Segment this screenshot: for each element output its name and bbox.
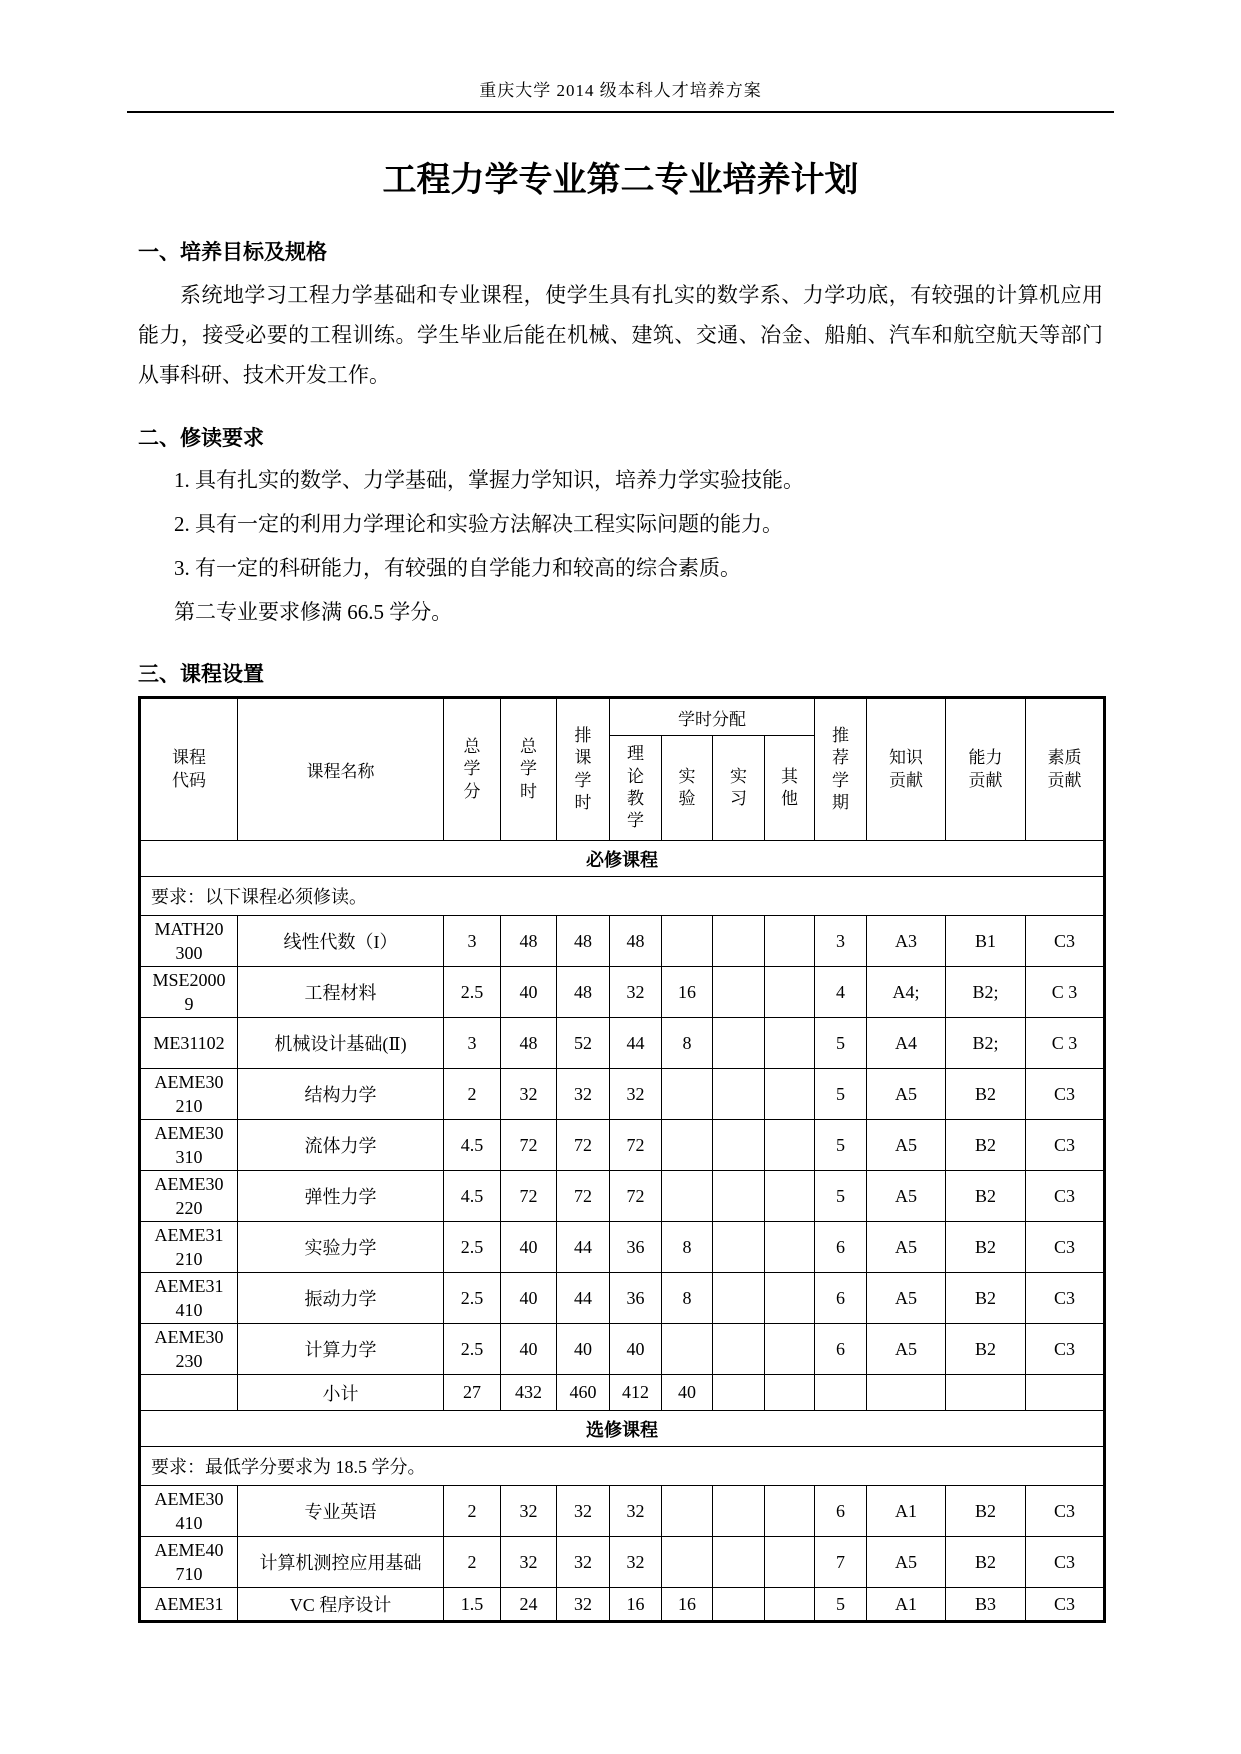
header-rule xyxy=(127,111,1114,113)
required-courses-band xyxy=(140,841,1105,877)
required-note-text: 要求：以下课程必须修读。 xyxy=(140,877,1105,916)
cell-code: AEME30210 xyxy=(140,1069,238,1120)
cell-practice xyxy=(713,916,765,967)
cell-other xyxy=(765,1375,815,1411)
elective-courses-band xyxy=(140,1411,1105,1447)
header-recommended-semester: 推荐学期 xyxy=(815,698,867,841)
cell-experiment xyxy=(662,1120,713,1171)
cell-knowledge: A4 xyxy=(867,1018,946,1069)
cell-code: AEME31410 xyxy=(140,1273,238,1324)
cell-semester: 5 xyxy=(815,1120,867,1171)
cell-practice xyxy=(713,1588,765,1622)
cell-scheduled-hours: 44 xyxy=(557,1273,610,1324)
cell-ability: B2 xyxy=(946,1120,1026,1171)
elective-band-label: 选修课程 xyxy=(140,1411,1105,1447)
course-row xyxy=(140,1537,1105,1588)
document-page xyxy=(138,0,1103,1623)
cell-name: 小计 xyxy=(238,1375,444,1411)
cell-code: ME31102 xyxy=(140,1018,238,1069)
cell-other xyxy=(765,1588,815,1622)
cell-theory: 16 xyxy=(610,1588,662,1622)
cell-total-hours: 40 xyxy=(501,967,557,1018)
cell-theory: 44 xyxy=(610,1018,662,1069)
cell-semester: 7 xyxy=(815,1537,867,1588)
cell-ability: B2 xyxy=(946,1324,1026,1375)
subtotal-row xyxy=(140,1375,1105,1411)
cell-ability: B3 xyxy=(946,1588,1026,1622)
cell-scheduled-hours: 32 xyxy=(557,1588,610,1622)
cell-other xyxy=(765,967,815,1018)
header-course-name: 课程名称 xyxy=(238,698,444,841)
cell-theory: 40 xyxy=(610,1324,662,1375)
cell-other xyxy=(765,1273,815,1324)
cell-practice xyxy=(713,1375,765,1411)
cell-quality: C 3 xyxy=(1026,1018,1105,1069)
cell-knowledge: A5 xyxy=(867,1069,946,1120)
cell-code: AEME40710 xyxy=(140,1537,238,1588)
cell-name: 振动力学 xyxy=(238,1273,444,1324)
section-1-heading: 一、培养目标及规格 xyxy=(138,241,327,264)
credit-requirement-note: 第二专业要求修满 66.5 学分。 xyxy=(174,600,453,624)
cell-theory: 72 xyxy=(610,1171,662,1222)
header-experiment: 实验 xyxy=(662,736,713,841)
cell-practice xyxy=(713,1018,765,1069)
cell-knowledge: A5 xyxy=(867,1120,946,1171)
cell-knowledge: A4; xyxy=(867,967,946,1018)
cell-semester: 6 xyxy=(815,1486,867,1537)
cell-total-hours: 32 xyxy=(501,1537,557,1588)
cell-other xyxy=(765,916,815,967)
cell-experiment: 8 xyxy=(662,1018,713,1069)
cell-knowledge: A1 xyxy=(867,1588,946,1622)
cell-theory: 72 xyxy=(610,1120,662,1171)
cell-total-hours: 48 xyxy=(501,1018,557,1069)
course-row xyxy=(140,1324,1105,1375)
cell-semester: 5 xyxy=(815,1069,867,1120)
cell-theory: 412 xyxy=(610,1375,662,1411)
cell-credits: 2 xyxy=(444,1537,501,1588)
cell-practice xyxy=(713,1171,765,1222)
cell-scheduled-hours: 460 xyxy=(557,1375,610,1411)
header-quality-contribution: 素质贡献 xyxy=(1026,698,1105,841)
cell-ability: B2 xyxy=(946,1537,1026,1588)
cell-name: 工程材料 xyxy=(238,967,444,1018)
course-row xyxy=(140,1588,1105,1622)
cell-theory: 36 xyxy=(610,1222,662,1273)
cell-name: 专业英语 xyxy=(238,1486,444,1537)
cell-code xyxy=(140,1375,238,1411)
cell-experiment xyxy=(662,916,713,967)
cell-code: AEME30220 xyxy=(140,1171,238,1222)
cell-scheduled-hours: 48 xyxy=(557,916,610,967)
cell-name: 结构力学 xyxy=(238,1069,444,1120)
cell-ability xyxy=(946,1375,1026,1411)
cell-credits: 1.5 xyxy=(444,1588,501,1622)
elective-note-text: 要求：最低学分要求为 18.5 学分。 xyxy=(140,1447,1105,1486)
cell-code: AEME30410 xyxy=(140,1486,238,1537)
cell-practice xyxy=(713,1069,765,1120)
cell-name: 弹性力学 xyxy=(238,1171,444,1222)
course-row xyxy=(140,1120,1105,1171)
cell-name: 机械设计基础(Ⅱ) xyxy=(238,1018,444,1069)
required-note-row xyxy=(140,877,1105,916)
section-1-paragraph: 系统地学习工程力学基础和专业课程，使学生具有扎实的数学系、力学功底，有较强的计算机应用能力，接受必要的工程训练。学生毕业后能在机械、建筑、交通、冶金、船舶、汽车和航空航天等部门从事科研、技术开发工作。 xyxy=(138,283,1103,387)
course-row xyxy=(140,1273,1105,1324)
cell-quality: C3 xyxy=(1026,1486,1105,1537)
cell-semester: 6 xyxy=(815,1324,867,1375)
course-row xyxy=(140,1486,1105,1537)
header-practice: 实习 xyxy=(713,736,765,841)
cell-ability: B2 xyxy=(946,1273,1026,1324)
course-row xyxy=(140,1069,1105,1120)
cell-knowledge: A5 xyxy=(867,1273,946,1324)
cell-theory: 32 xyxy=(610,1537,662,1588)
cell-total-hours: 72 xyxy=(501,1120,557,1171)
cell-experiment: 16 xyxy=(662,967,713,1018)
section-2-heading: 二、修读要求 xyxy=(138,427,264,450)
cell-credits: 2.5 xyxy=(444,1273,501,1324)
cell-semester: 6 xyxy=(815,1273,867,1324)
cell-theory: 32 xyxy=(610,967,662,1018)
cell-knowledge: A3 xyxy=(867,916,946,967)
cell-quality: C3 xyxy=(1026,916,1105,967)
cell-name: 流体力学 xyxy=(238,1120,444,1171)
cell-code: MATH20300 xyxy=(140,916,238,967)
cell-total-hours: 432 xyxy=(501,1375,557,1411)
cell-theory: 36 xyxy=(610,1273,662,1324)
course-row xyxy=(140,1171,1105,1222)
cell-other xyxy=(765,1018,815,1069)
cell-other xyxy=(765,1120,815,1171)
cell-name: 线性代数（I） xyxy=(238,916,444,967)
cell-scheduled-hours: 44 xyxy=(557,1222,610,1273)
cell-quality: C3 xyxy=(1026,1120,1105,1171)
course-row xyxy=(140,1222,1105,1273)
cell-name: 计算力学 xyxy=(238,1324,444,1375)
cell-quality: C3 xyxy=(1026,1171,1105,1222)
cell-ability: B2; xyxy=(946,1018,1026,1069)
cell-credits: 2.5 xyxy=(444,1222,501,1273)
cell-credits: 2.5 xyxy=(444,1324,501,1375)
cell-ability: B2 xyxy=(946,1069,1026,1120)
cell-name: VC 程序设计 xyxy=(238,1588,444,1622)
cell-ability: B2 xyxy=(946,1486,1026,1537)
cell-credits: 2 xyxy=(444,1486,501,1537)
cell-knowledge: A5 xyxy=(867,1324,946,1375)
cell-practice xyxy=(713,1537,765,1588)
cell-ability: B2 xyxy=(946,1171,1026,1222)
cell-knowledge: A1 xyxy=(867,1486,946,1537)
cell-total-hours: 32 xyxy=(501,1069,557,1120)
cell-scheduled-hours: 40 xyxy=(557,1324,610,1375)
header-total-credits: 总学分 xyxy=(444,698,501,841)
header-ability-contribution: 能力贡献 xyxy=(946,698,1026,841)
cell-other xyxy=(765,1486,815,1537)
running-head: 重庆大学 2014 级本科人才培养方案 xyxy=(479,81,762,100)
section-3-heading: 三、课程设置 xyxy=(138,663,264,686)
cell-total-hours: 40 xyxy=(501,1324,557,1375)
cell-knowledge: A5 xyxy=(867,1171,946,1222)
course-table xyxy=(138,696,1106,1623)
course-row xyxy=(140,916,1105,967)
cell-total-hours: 40 xyxy=(501,1222,557,1273)
cell-credits: 3 xyxy=(444,916,501,967)
cell-total-hours: 72 xyxy=(501,1171,557,1222)
cell-theory: 48 xyxy=(610,916,662,967)
cell-code: AEME30230 xyxy=(140,1324,238,1375)
cell-practice xyxy=(713,1273,765,1324)
header-hour-allocation: 学时分配 xyxy=(610,698,815,736)
cell-code: AEME30310 xyxy=(140,1120,238,1171)
header-scheduled-hours: 排课学时 xyxy=(557,698,610,841)
cell-practice xyxy=(713,967,765,1018)
cell-experiment: 8 xyxy=(662,1273,713,1324)
header-theory-teaching: 理论教学 xyxy=(610,736,662,841)
cell-scheduled-hours: 32 xyxy=(557,1486,610,1537)
requirement-item-2: 2. 具有一定的利用力学理论和实验方法解决工程实际问题的能力。 xyxy=(174,512,783,536)
cell-quality: C3 xyxy=(1026,1222,1105,1273)
cell-practice xyxy=(713,1120,765,1171)
cell-quality: C3 xyxy=(1026,1069,1105,1120)
cell-experiment: 16 xyxy=(662,1588,713,1622)
cell-credits: 2.5 xyxy=(444,967,501,1018)
cell-scheduled-hours: 48 xyxy=(557,967,610,1018)
cell-quality: C 3 xyxy=(1026,967,1105,1018)
cell-credits: 3 xyxy=(444,1018,501,1069)
cell-other xyxy=(765,1324,815,1375)
elective-note-row xyxy=(140,1447,1105,1486)
cell-experiment xyxy=(662,1537,713,1588)
cell-experiment xyxy=(662,1069,713,1120)
cell-total-hours: 24 xyxy=(501,1588,557,1622)
cell-scheduled-hours: 32 xyxy=(557,1537,610,1588)
header-knowledge-contribution: 知识贡献 xyxy=(867,698,946,841)
cell-other xyxy=(765,1069,815,1120)
cell-semester xyxy=(815,1375,867,1411)
cell-name: 计算机测控应用基础 xyxy=(238,1537,444,1588)
cell-semester: 5 xyxy=(815,1588,867,1622)
header-row-top xyxy=(140,698,1105,736)
cell-quality: C3 xyxy=(1026,1588,1105,1622)
cell-semester: 4 xyxy=(815,967,867,1018)
cell-theory: 32 xyxy=(610,1486,662,1537)
cell-name: 实验力学 xyxy=(238,1222,444,1273)
cell-semester: 5 xyxy=(815,1018,867,1069)
cell-quality: C3 xyxy=(1026,1324,1105,1375)
cell-experiment: 40 xyxy=(662,1375,713,1411)
cell-total-hours: 48 xyxy=(501,916,557,967)
requirement-item-1: 1. 具有扎实的数学、力学基础，掌握力学知识，培养力学实验技能。 xyxy=(174,468,804,492)
cell-practice xyxy=(713,1486,765,1537)
cell-ability: B2 xyxy=(946,1222,1026,1273)
cell-code: MSE20009 xyxy=(140,967,238,1018)
cell-scheduled-hours: 72 xyxy=(557,1171,610,1222)
cell-other xyxy=(765,1171,815,1222)
cell-quality: C3 xyxy=(1026,1537,1105,1588)
cell-credits: 4.5 xyxy=(444,1171,501,1222)
cell-knowledge: A5 xyxy=(867,1537,946,1588)
cell-credits: 4.5 xyxy=(444,1120,501,1171)
cell-knowledge xyxy=(867,1375,946,1411)
cell-total-hours: 32 xyxy=(501,1486,557,1537)
cell-code: AEME31 xyxy=(140,1588,238,1622)
cell-semester: 3 xyxy=(815,916,867,967)
cell-credits: 27 xyxy=(444,1375,501,1411)
cell-experiment xyxy=(662,1171,713,1222)
cell-experiment xyxy=(662,1324,713,1375)
course-row xyxy=(140,1018,1105,1069)
cell-credits: 2 xyxy=(444,1069,501,1120)
cell-semester: 5 xyxy=(815,1171,867,1222)
cell-other xyxy=(765,1222,815,1273)
cell-code: AEME31210 xyxy=(140,1222,238,1273)
cell-quality: C3 xyxy=(1026,1273,1105,1324)
required-band-label: 必修课程 xyxy=(140,841,1105,877)
header-course-code: 课程代码 xyxy=(140,698,238,841)
cell-other xyxy=(765,1537,815,1588)
cell-total-hours: 40 xyxy=(501,1273,557,1324)
cell-practice xyxy=(713,1222,765,1273)
cell-experiment xyxy=(662,1486,713,1537)
header-total-hours: 总学时 xyxy=(501,698,557,841)
cell-semester: 6 xyxy=(815,1222,867,1273)
requirement-item-3: 3. 有一定的科研能力，有较强的自学能力和较高的综合素质。 xyxy=(174,556,741,580)
cell-quality xyxy=(1026,1375,1105,1411)
cell-experiment: 8 xyxy=(662,1222,713,1273)
cell-knowledge: A5 xyxy=(867,1222,946,1273)
course-row xyxy=(140,967,1105,1018)
cell-scheduled-hours: 32 xyxy=(557,1069,610,1120)
cell-scheduled-hours: 52 xyxy=(557,1018,610,1069)
header-other: 其他 xyxy=(765,736,815,841)
document-title: 工程力学专业第二专业培养计划 xyxy=(382,161,859,199)
cell-theory: 32 xyxy=(610,1069,662,1120)
cell-practice xyxy=(713,1324,765,1375)
cell-ability: B1 xyxy=(946,916,1026,967)
cell-scheduled-hours: 72 xyxy=(557,1120,610,1171)
cell-ability: B2; xyxy=(946,967,1026,1018)
